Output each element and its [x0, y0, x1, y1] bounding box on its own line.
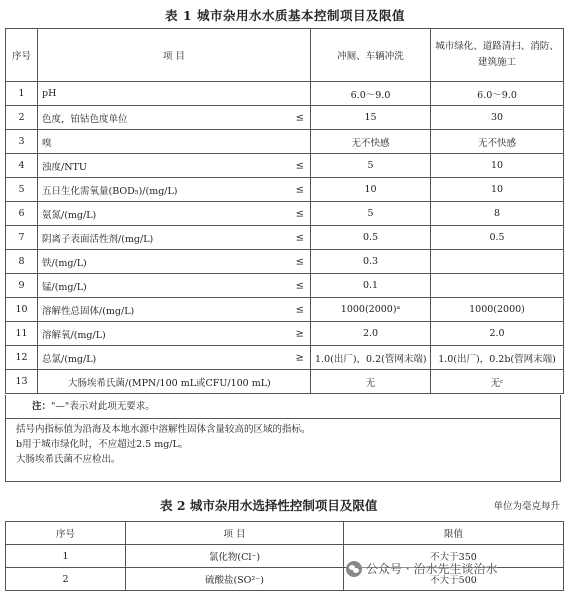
row-no: 12 — [6, 346, 38, 370]
header-col1: 冲厕、车辆冲洗 — [311, 29, 431, 82]
row-value-col2: 2.0 — [431, 322, 564, 346]
table-row — [6, 226, 564, 250]
row-no: 4 — [6, 154, 38, 178]
row-item — [38, 346, 311, 370]
row-item — [38, 178, 311, 202]
footnote-a: 括号内指标值为沿海及本地水源中溶解性固体含量较高的区域的指标。 — [16, 424, 311, 435]
t2-header-item: 项 目 — [126, 522, 344, 545]
selective-control-table — [5, 521, 564, 591]
row-value-col2: 无ᶜ — [431, 370, 564, 394]
row-item-label: 大肠埃希氏菌/(MPN/100 mL或CFU/100 mL) — [68, 377, 271, 389]
row-no: 1 — [6, 82, 38, 106]
row-item — [38, 106, 311, 130]
wechat-icon — [346, 561, 362, 577]
row-no: 10 — [6, 298, 38, 322]
t2-item: 硫酸盐(SO²⁻) — [126, 568, 344, 591]
row-item-label: pH — [42, 88, 57, 99]
table2-title: 表 2 城市杂用水选择性控制项目及限值 — [160, 498, 378, 513]
row-item-label: 溶解氧/(mg/L) — [42, 329, 106, 341]
table1-note — [5, 395, 561, 419]
row-value-col2: 10 — [431, 178, 564, 202]
row-value-col2 — [431, 274, 564, 298]
row-item-label: 锰/(mg/L) — [42, 281, 87, 293]
t2-no: 1 — [6, 545, 126, 568]
row-value-col2: 10 — [431, 154, 564, 178]
row-item — [38, 130, 311, 154]
row-item-label: 五日生化需氧量(BOD₅)/(mg/L) — [42, 185, 178, 197]
row-operator: ≤ — [295, 304, 304, 315]
table-row — [6, 82, 564, 106]
row-operator: ≤ — [295, 112, 304, 123]
row-value-col1: 5 — [311, 154, 431, 178]
footnote-b: b用于城市绿化时，不应超过2.5 mg/L。 — [16, 439, 189, 450]
header-item: 项 目 — [38, 29, 311, 82]
table-row — [6, 346, 564, 370]
row-no: 8 — [6, 250, 38, 274]
header-col2-line2: 建筑施工 — [477, 57, 516, 68]
t2-limit: 不大于350 — [344, 545, 564, 568]
note-label: 注： — [32, 401, 52, 412]
row-item — [38, 202, 311, 226]
row-value-col1: 0.1 — [311, 274, 431, 298]
row-item-label: 嗅 — [42, 137, 52, 149]
table2-header-row — [6, 522, 564, 545]
table-row — [6, 106, 564, 130]
row-item-label: 浊度/NTU — [42, 161, 87, 173]
row-operator: ≤ — [295, 184, 304, 195]
row-item-label: 阴离子表面活性剂/(mg/L) — [42, 233, 154, 245]
row-operator: ≤ — [295, 256, 304, 267]
t2-header-limit: 限值 — [344, 522, 564, 545]
footnote-c: 大肠埃希氏菌不应检出。 — [16, 454, 121, 465]
row-operator: ≥ — [295, 352, 304, 363]
row-no: 6 — [6, 202, 38, 226]
row-operator: ≤ — [295, 280, 304, 291]
row-no: 2 — [6, 106, 38, 130]
row-value-col2: 8 — [431, 202, 564, 226]
row-value-col1: 6.0～9.0 — [311, 82, 431, 106]
row-value-col1: 15 — [311, 106, 431, 130]
row-value-col1: 无不快感 — [311, 130, 431, 154]
row-value-col1: 5 — [311, 202, 431, 226]
row-item — [38, 82, 311, 106]
note-text: "—"表示对此项无要求。 — [51, 401, 155, 412]
row-item — [38, 226, 311, 250]
header-col2-line1: 城市绿化、道路清扫、消防、 — [435, 41, 559, 52]
row-value-col1: 0.5 — [311, 226, 431, 250]
wechat-watermark — [346, 560, 497, 577]
t2-limit: 不大于500 — [344, 568, 564, 591]
row-operator: ≤ — [295, 160, 304, 171]
row-item-label: 色度，铂钴色度单位 — [42, 113, 128, 125]
row-item-label: 总氯/(mg/L) — [42, 353, 97, 365]
table-header-row — [6, 29, 564, 82]
table-row — [6, 250, 564, 274]
row-value-col1: 1.0(出厂)，0.2(管网末端) — [311, 346, 431, 370]
watermark-text: 公众号 · 治水先生谈治水 — [366, 562, 498, 576]
t2-no: 2 — [6, 568, 126, 591]
t2-item: 氯化物(Cl⁻) — [126, 545, 344, 568]
row-value-col2: 30 — [431, 106, 564, 130]
row-value-col2: 1.0(出厂)，0.2b(管网末端) — [431, 346, 564, 370]
row-item — [38, 298, 311, 322]
row-value-col1: 0.3 — [311, 250, 431, 274]
table-row — [6, 154, 564, 178]
row-item-label: 氨氮/(mg/L) — [42, 209, 97, 221]
table2-unit: 单位为毫克每升 — [493, 501, 560, 512]
row-item — [38, 370, 311, 394]
row-value-col2 — [431, 250, 564, 274]
water-quality-table — [5, 28, 564, 394]
row-value-col1: 2.0 — [311, 322, 431, 346]
row-value-col2: 6.0～9.0 — [431, 82, 564, 106]
row-item-label: 溶解性总固体/(mg/L) — [42, 305, 135, 317]
row-value-col2: 无不快感 — [431, 130, 564, 154]
row-item — [38, 322, 311, 346]
row-item — [38, 154, 311, 178]
row-item — [38, 250, 311, 274]
row-no: 3 — [6, 130, 38, 154]
row-value-col1: 无 — [311, 370, 431, 394]
row-value-col2: 0.5 — [431, 226, 564, 250]
t2-header-no: 序号 — [6, 522, 126, 545]
row-value-col2: 1000(2000) — [431, 298, 564, 322]
row-no: 7 — [6, 226, 38, 250]
row-operator: ≤ — [295, 232, 304, 243]
row-no: 9 — [6, 274, 38, 298]
row-item — [38, 274, 311, 298]
row-value-col1: 10 — [311, 178, 431, 202]
table-row — [6, 274, 564, 298]
row-operator: ≥ — [295, 328, 304, 339]
table-row — [6, 298, 564, 322]
row-no: 11 — [6, 322, 38, 346]
row-value-col1: 1000(2000)ᵃ — [311, 298, 431, 322]
row-no: 5 — [6, 178, 38, 202]
table-row — [6, 202, 564, 226]
row-item-label: 铁/(mg/L) — [42, 257, 87, 269]
row-operator: ≤ — [295, 208, 304, 219]
table1-footnotes — [5, 418, 561, 482]
table1-title: 表 1 城市杂用水水质基本控制项目及限值 — [165, 8, 405, 23]
table-row — [6, 178, 564, 202]
table-row — [6, 130, 564, 154]
table-row — [6, 370, 564, 394]
table-row — [6, 322, 564, 346]
header-col2 — [431, 29, 564, 82]
header-no: 序号 — [6, 29, 38, 82]
row-no: 13 — [6, 370, 38, 394]
